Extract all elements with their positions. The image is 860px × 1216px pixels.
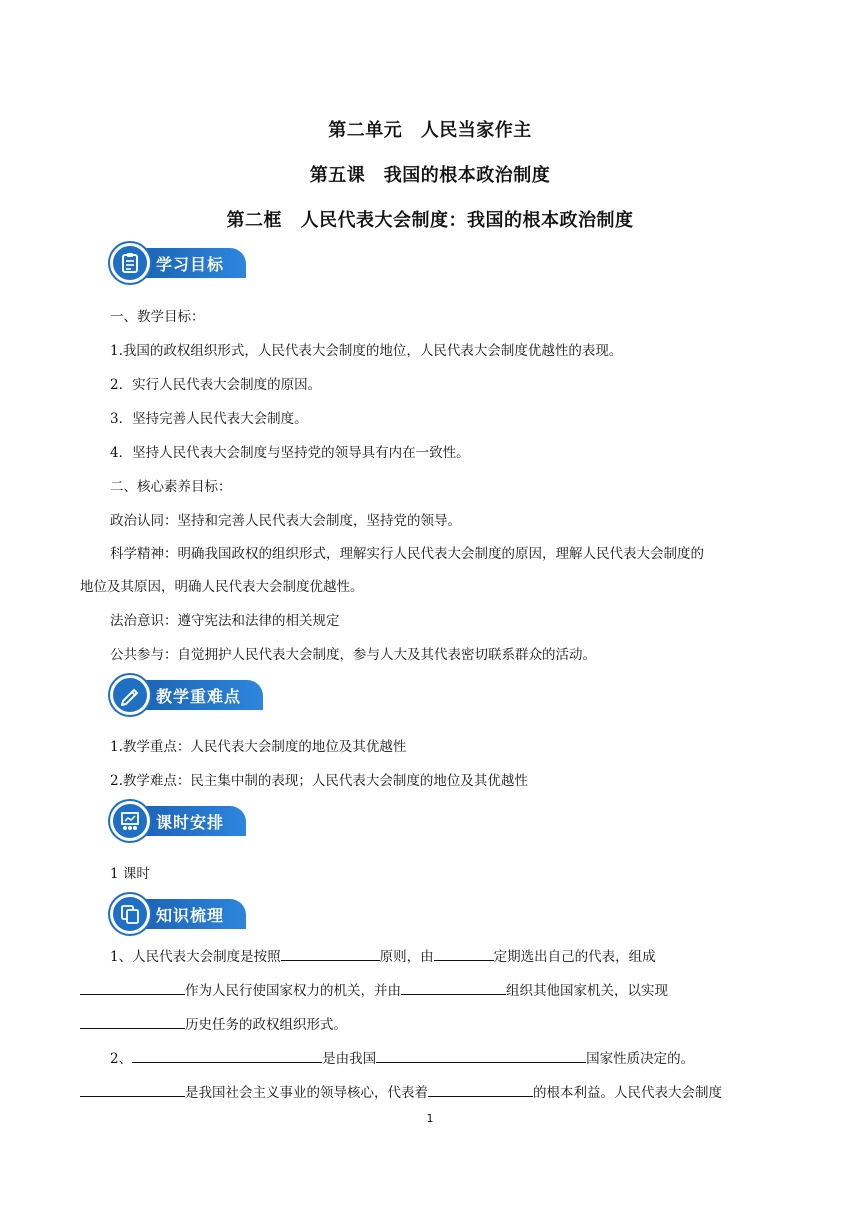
blank-principle[interactable] bbox=[281, 945, 380, 961]
presentation-icon bbox=[110, 801, 150, 841]
class-hours: 1 课时 bbox=[110, 866, 150, 882]
schedule-badge-label: 课时安排 bbox=[136, 806, 246, 836]
clipboard-icon bbox=[110, 243, 150, 283]
blank-subject[interactable] bbox=[132, 1047, 322, 1063]
section-title: 第二框 人民代表大会制度：我国的根本政治制度 bbox=[226, 210, 634, 231]
blank-organ[interactable] bbox=[80, 979, 185, 995]
schedule-badge bbox=[110, 802, 246, 840]
competency-law: 法治意识：遵守宪法和法律的相关规定 bbox=[110, 613, 340, 629]
blank-task[interactable] bbox=[80, 1013, 185, 1029]
unit-title: 第二单元 人民当家作主 bbox=[328, 120, 532, 141]
competency-political: 政治认同：坚持和完善人民代表大会制度，坚持党的领导。 bbox=[110, 513, 461, 529]
objectives-badge-label: 学习目标 bbox=[136, 248, 246, 278]
blank-state-nature[interactable] bbox=[376, 1047, 586, 1063]
key-points-badge-label: 教学重难点 bbox=[136, 680, 263, 710]
blank-interests[interactable] bbox=[428, 1081, 533, 1097]
competency-science-line1: 科学精神：明确我国政权的组织形式，理解实行人民代表大会制度的原因，理解人民代表大会制度的 bbox=[110, 546, 704, 562]
objective-item-3: 3．坚持完善人民代表大会制度。 bbox=[110, 411, 308, 427]
objectives-heading-2: 二、核心素养目标： bbox=[110, 479, 232, 495]
knowledge-paragraph-1-line2: 作为人民行使国家权力的机关，并由 组织其他国家机关，以实现 bbox=[80, 979, 668, 1001]
knowledge-paragraph-2-line1: 2、 是由我国 国家性质决定的。 bbox=[110, 1047, 694, 1069]
knowledge-badge-label: 知识梳理 bbox=[136, 899, 246, 929]
documents-icon bbox=[110, 894, 150, 934]
objectives-badge bbox=[110, 244, 246, 282]
objective-item-4: 4．坚持人民代表大会制度与坚持党的领导具有内在一致性。 bbox=[110, 445, 470, 461]
knowledge-paragraph-1-line3: 历史任务的政权组织形式。 bbox=[80, 1013, 347, 1035]
lesson-title: 第五课 我国的根本政治制度 bbox=[309, 165, 551, 186]
teaching-focus: 1.教学重点：人民代表大会制度的地位及其优越性 bbox=[110, 739, 407, 755]
blank-organizer[interactable] bbox=[401, 979, 506, 995]
knowledge-paragraph-1-line1: 1、人民代表大会制度是按照 原则，由 定期选出自己的代表，组成 bbox=[110, 945, 656, 967]
objectives-heading-1: 一、教学目标： bbox=[110, 309, 205, 325]
key-points-badge bbox=[110, 676, 263, 714]
blank-leadership-core[interactable] bbox=[80, 1081, 185, 1097]
blank-electors[interactable] bbox=[434, 945, 494, 961]
objective-item-1: 1.我国的政权组织形式，人民代表大会制度的地位，人民代表大会制度优越性的表现。 bbox=[110, 343, 623, 359]
competency-science-line2: 地位及其原因，明确人民代表大会制度优越性。 bbox=[80, 579, 364, 595]
competency-public: 公共参与：自觉拥护人民代表大会制度，参与人大及其代表密切联系群众的活动。 bbox=[110, 647, 596, 663]
pencil-icon bbox=[110, 675, 150, 715]
objective-item-2: 2．实行人民代表大会制度的原因。 bbox=[110, 377, 322, 393]
page-number: 1 bbox=[426, 1112, 434, 1125]
knowledge-paragraph-2-line2: 是我国社会主义事业的领导核心，代表着 的根本利益。人民代表大会制度 bbox=[80, 1081, 722, 1103]
teaching-difficulty: 2.教学难点：民主集中制的表现；人民代表大会制度的地位及其优越性 bbox=[110, 773, 528, 789]
knowledge-badge bbox=[110, 895, 246, 933]
